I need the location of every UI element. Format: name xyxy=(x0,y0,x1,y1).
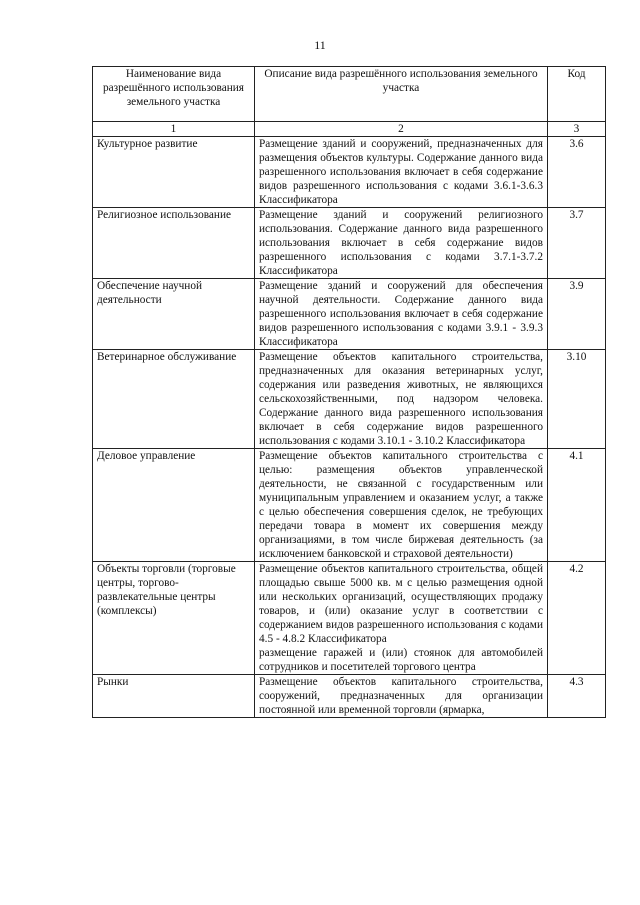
use-name: Объекты торговли (торговые центры, торгово-развлекательные центры (комплексы) xyxy=(93,562,255,675)
column-number: 1 xyxy=(93,122,255,137)
use-description xyxy=(255,279,548,350)
use-code: 3.10 xyxy=(548,350,606,449)
use-code: 3.9 xyxy=(548,279,606,350)
use-name: Культурное развитие xyxy=(93,137,255,208)
use-name: Обеспечение научной деятельности xyxy=(93,279,255,350)
use-code: 4.3 xyxy=(548,675,606,718)
table-row xyxy=(93,137,606,208)
table-row xyxy=(93,279,606,350)
column-number: 2 xyxy=(255,122,548,137)
use-name: Рынки xyxy=(93,675,255,718)
use-name: Ветеринарное обслуживание xyxy=(93,350,255,449)
table-header-row xyxy=(93,67,606,122)
description-paragraph: Размещение зданий и сооружений для обеспечения научной деятельности. Содержание данного вида разрешенного использования включает в себя содержание видов разрешенного использования с кодами 3.9.1 - 3.9.3 Классификатора xyxy=(259,280,543,348)
use-description xyxy=(255,208,548,279)
header-code: Код xyxy=(548,67,606,122)
table-row xyxy=(93,350,606,449)
use-name: Религиозное использование xyxy=(93,208,255,279)
use-description xyxy=(255,137,548,208)
use-code: 3.7 xyxy=(548,208,606,279)
description-paragraph: Размещение объектов капитального строительства, предназначенных для оказания ветеринарных услуг, содержания или разведения животных, не являющихся сельскохозяйственными, под надзором человека. Содержание данного вида разрешенного использования включает в себя содержание видов разрешенного использования с кодами 3.10.1 - 3.10.2 Классификатора xyxy=(259,351,543,447)
page-number: 11 xyxy=(314,38,326,52)
description-paragraph: Размещение зданий и сооружений, предназначенных для размещения объектов культуры. Содержание данного вида разрешенного использования включает в себя содержание видов разрешенного использования с кодами 3.6.1-3.6.3 Классификатора xyxy=(259,138,543,206)
use-code: 3.6 xyxy=(548,137,606,208)
land-use-table xyxy=(92,66,606,718)
header-name: Наименование вида разрешённого использования земельного участка xyxy=(93,67,255,122)
use-description xyxy=(255,350,548,449)
description-paragraph: размещение гаражей и (или) стоянок для автомобилей сотрудников и посетителей торгового центра xyxy=(259,647,543,673)
header-description: Описание вида разрешённого использования земельного участка xyxy=(255,67,548,122)
use-description xyxy=(255,675,548,718)
table-row xyxy=(93,449,606,562)
description-paragraph: Размещение объектов капитального строительства с целью: размещения объектов управленческой деятельности, не связанной с государственным или муниципальным управлением и оказанием услуг, а также с целью обеспечения совершения сделок, не требующих передачи товара в момент их совершения между организациями, в том числе биржевая деятельность (за исключением банковской и страховой деятельности) xyxy=(259,450,543,560)
table-row xyxy=(93,208,606,279)
use-name: Деловое управление xyxy=(93,449,255,562)
use-code: 4.2 xyxy=(548,562,606,675)
use-description xyxy=(255,562,548,675)
use-description xyxy=(255,449,548,562)
table-row xyxy=(93,562,606,675)
column-number: 3 xyxy=(548,122,606,137)
description-paragraph: Размещение зданий и сооружений религиозного использования. Содержание данного вида разрешенного использования включает в себя содержание видов разрешенного использования с кодами 3.7.1-3.7.2 Классификатора xyxy=(259,209,543,277)
column-number-row xyxy=(93,122,606,137)
table-row xyxy=(93,675,606,718)
use-code: 4.1 xyxy=(548,449,606,562)
description-paragraph: Размещение объектов капитального строительства, сооружений, предназначенных для организации постоянной или временной торговли (ярмарка, xyxy=(259,676,543,716)
description-paragraph: Размещение объектов капитального строительства, общей площадью свыше 5000 кв. м с целью размещения одной или нескольких организаций, осуществляющих продажу товаров, и (или) оказание услуг в соответствии с содержанием видов разрешенного использования с кодами 4.5 - 4.8.2 Классификатора xyxy=(259,563,543,645)
